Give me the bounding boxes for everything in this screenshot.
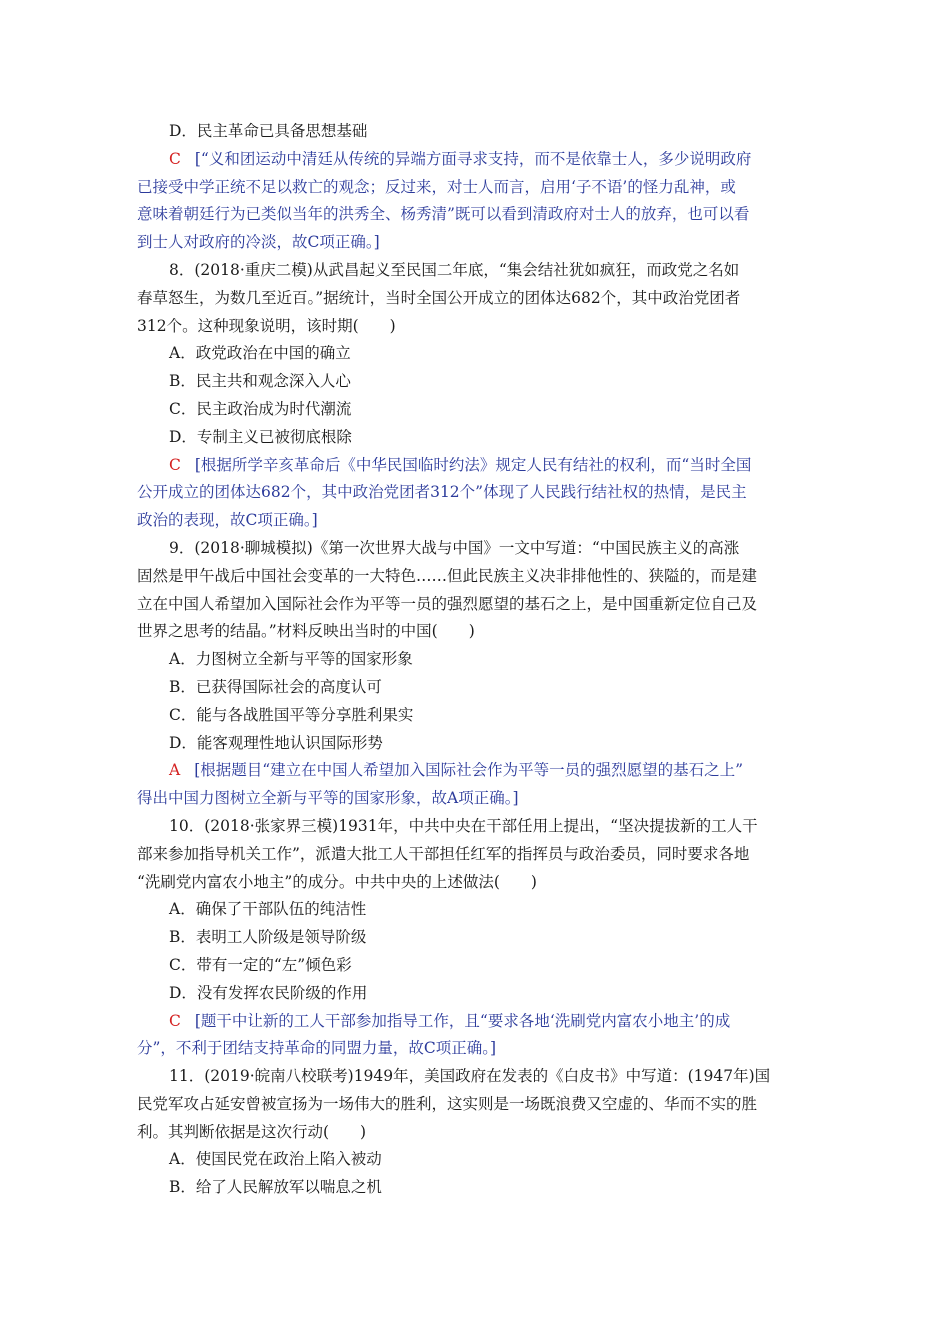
- q7-answer-line-2: 已接受中学正统不足以救亡的观念；反过来，对士人而言，启用‘子不语’的怪力乱神，或: [137, 177, 736, 196]
- q9-stem-line-4: 世界之思考的结晶。”材料反映出当时的中国( ): [137, 622, 475, 641]
- q7-answer-text: [“义和团运动中清廷从传统的异端方面寻求支持，而不是依靠士人，多少说明政府: [194, 149, 752, 168]
- q10-option-b: B．表明工人阶级是领导阶级: [169, 928, 367, 947]
- q8-answer-letter: C: [169, 455, 181, 474]
- q11-stem-line-1: 11．(2019·皖南八校联考)1949年，美国政府在发表的《白皮书》中写道：(1947年)国: [169, 1067, 771, 1086]
- q10-stem-line-1: 10．(2018·张家界三模)1931年，中共中央在干部任用上提出，“坚决提拔新的工人干: [169, 816, 758, 835]
- q9-answer-line-1: [137, 757, 817, 785]
- q8-answer-line-3: 政治的表现，故C项正确。]: [137, 511, 318, 530]
- q7-answer-line-4: 到士人对政府的冷淡，故C项正确。]: [137, 233, 380, 252]
- q9-option-a: A．力图树立全新与平等的国家形象: [169, 650, 413, 669]
- q9-stem-line-1: 9．(2018·聊城模拟)《第一次世界大战与中国》一文中写道：“中国民族主义的高涨: [169, 538, 740, 557]
- q11-option-b: B．给了人民解放军以喘息之机: [169, 1178, 382, 1197]
- q10-answer-letter: C: [169, 1011, 181, 1030]
- q8-option-c: C．民主政治成为时代潮流: [169, 399, 352, 418]
- q9-option-b: B．已获得国际社会的高度认可: [169, 677, 382, 696]
- q10-option-c: C．带有一定的“左”倾色彩: [169, 955, 352, 974]
- q10-stem-line-2: 部来参加指导机关工作”，派遣大批工人干部担任红军的指挥员与政治委员，同时要求各地: [137, 844, 750, 863]
- q7-answer-line-3: 意味着朝廷行为已类似当年的洪秀全、杨秀清”既可以看到清政府对士人的放弃，也可以看: [137, 205, 750, 224]
- q10-option-d: D．没有发挥农民阶级的作用: [169, 983, 368, 1002]
- q9-stem-line-3: 立在中国人希望加入国际社会作为平等一员的强烈愿望的基石之上，是中国重新定位自己及: [137, 594, 758, 613]
- q8-option-a: A．政党政治在中国的确立: [169, 344, 351, 363]
- q10-answer-line-1: [137, 1008, 817, 1036]
- q7-answer-line-1: [137, 146, 817, 174]
- q8-option-d: D．专制主义已被彻底根除: [169, 427, 352, 446]
- q10-answer-line-2: 分”，不利于团结支持革命的同盟力量，故C项正确。]: [137, 1039, 497, 1058]
- q11-stem-line-2: 民党军攻占延安曾被宣扬为一场伟大的胜利，这实则是一场既浪费又空虚的、华而不实的胜: [137, 1094, 758, 1113]
- q8-stem-line-3: 312个。这种现象说明，该时期( ): [137, 316, 396, 335]
- q8-answer-line-2: 公开成立的团体达682个，其中政治党团者312个”体现了人民践行结社权的热情，是民主: [137, 483, 747, 502]
- q8-answer-line-1: [137, 452, 817, 480]
- q9-answer-letter: A: [169, 761, 181, 780]
- q8-option-b: B．民主共和观念深入人心: [169, 372, 351, 391]
- document-page: [137, 118, 817, 1202]
- q9-option-c: C．能与各战胜国平等分享胜利果实: [169, 705, 414, 724]
- q10-answer-text: [题干中让新的工人干部参加指导工作，且“要求各地‘洗刷党内富农小地主’的成: [194, 1011, 731, 1030]
- q9-option-d: D．能客观理性地认识国际形势: [169, 733, 383, 752]
- q7-answer-letter: C: [169, 149, 181, 168]
- q8-stem-line-2: 春草怒生，为数几至近百。”据统计，当时全国公开成立的团体达682个，其中政治党团者: [137, 288, 741, 307]
- q11-stem-line-3: 利。其判断依据是这次行动( ): [137, 1122, 367, 1141]
- q11-option-a: A．使国民党在政治上陷入被动: [169, 1150, 382, 1169]
- q9-stem-line-2: 固然是甲午战后中国社会变革的一大特色……但此民族主义决非排他性的、狭隘的，而是建: [137, 566, 758, 585]
- q9-answer-text: [根据题目“建立在中国人希望加入国际社会作为平等一员的强烈愿望的基石之上”: [194, 761, 744, 780]
- q10-option-a: A．确保了干部队伍的纯洁性: [169, 900, 367, 919]
- q9-answer-line-2: 得出中国力图树立全新与平等的国家形象，故A项正确。]: [137, 789, 519, 808]
- q10-stem-line-3: “洗刷党内富农小地主”的成分。中共中央的上述做法( ): [137, 872, 537, 891]
- q8-stem-line-1: 8．(2018·重庆二模)从武昌起义至民国二年底，“集会结社犹如疯狂，而政党之名如: [169, 260, 740, 279]
- q7-option-d: D．民主革命已具备思想基础: [169, 122, 368, 140]
- q8-answer-text: [根据所学辛亥革命后《中华民国临时约法》规定人民有结社的权利，而“当时全国: [194, 455, 752, 474]
